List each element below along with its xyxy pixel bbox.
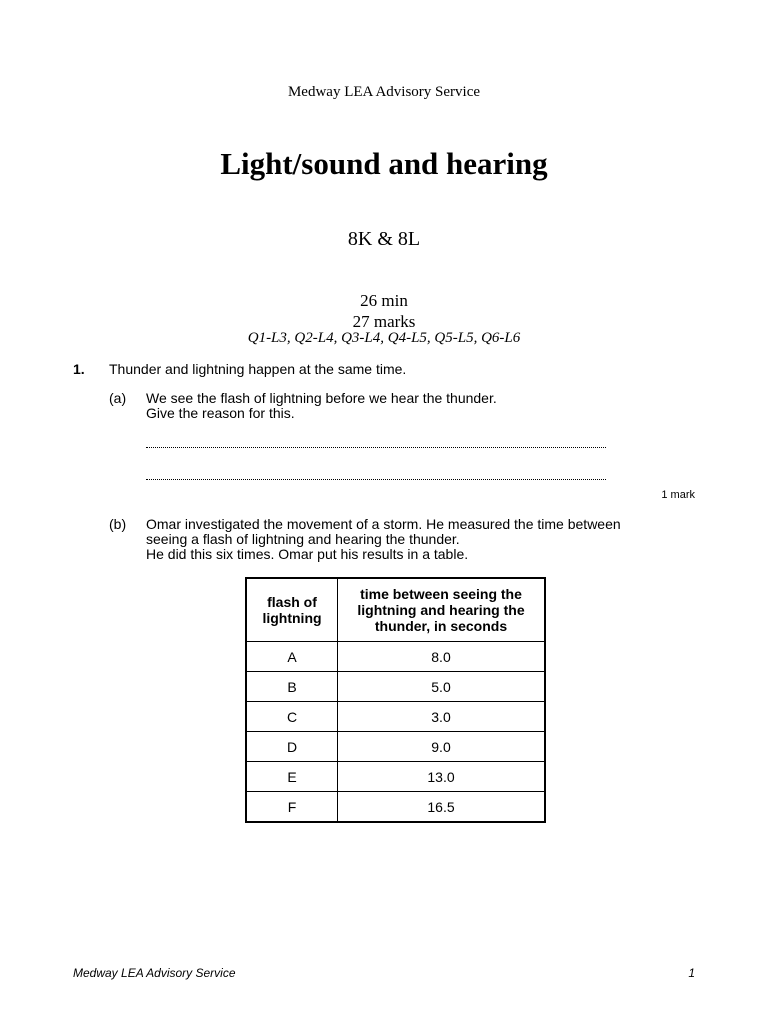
- flash-cell: A: [246, 642, 338, 672]
- page-title: Light/sound and hearing: [220, 146, 548, 181]
- time-cell: 3.0: [338, 702, 546, 732]
- part-b-line: seeing a flash of lightning and hearing the thunder.: [146, 531, 460, 547]
- page-number: 1: [688, 966, 695, 980]
- flash-cell: D: [246, 732, 338, 762]
- total-marks: 27 marks: [352, 312, 416, 331]
- part-a-line: We see the flash of lightning before we hear the thunder.: [146, 390, 497, 406]
- question-text: Thunder and lightning happen at the same time.: [109, 361, 407, 377]
- table-row: [246, 732, 545, 762]
- flash-cell: B: [246, 672, 338, 702]
- answer-line[interactable]: [146, 479, 606, 480]
- flash-cell: F: [246, 792, 338, 823]
- answer-line[interactable]: [146, 447, 606, 448]
- table-row: [246, 792, 545, 823]
- part-b-line: Omar investigated the movement of a storm. He measured the time between: [146, 516, 621, 532]
- time-cell: 8.0: [338, 642, 546, 672]
- results-table: [245, 577, 546, 823]
- column-header: flash of lightning: [246, 578, 338, 642]
- level-codes: Q1-L3, Q2-L4, Q3-L4, Q4-L5, Q5-L5, Q6-L6: [247, 330, 521, 346]
- time-cell: 5.0: [338, 672, 546, 702]
- time-cell: 16.5: [338, 792, 546, 823]
- part-b-line: He did this six times. Omar put his results in a table.: [146, 546, 469, 562]
- question-number: 1.: [73, 361, 85, 377]
- time-cell: 9.0: [338, 732, 546, 762]
- time-cell: 13.0: [338, 762, 546, 792]
- part-a-label: (a): [109, 390, 127, 406]
- part-a-line: Give the reason for this.: [146, 405, 295, 421]
- part-b-text: [146, 517, 621, 562]
- table-header-row: [246, 578, 545, 642]
- table-row: [246, 702, 545, 732]
- flash-cell: E: [246, 762, 338, 792]
- column-header: time between seeing the lightning and hearing the thunder, in seconds: [338, 578, 546, 642]
- part-a-text: [146, 391, 497, 421]
- footer-service: Medway LEA Advisory Service: [73, 966, 236, 980]
- flash-cell: C: [246, 702, 338, 732]
- part-b-label: (b): [109, 516, 127, 532]
- table-row: [246, 672, 545, 702]
- topic-codes: 8K & 8L: [347, 228, 421, 250]
- mark-value: 1 mark: [661, 489, 695, 501]
- table-row: [246, 762, 545, 792]
- service-header: Medway LEA Advisory Service: [287, 84, 481, 100]
- table-row: [246, 642, 545, 672]
- duration: 26 min: [360, 291, 408, 310]
